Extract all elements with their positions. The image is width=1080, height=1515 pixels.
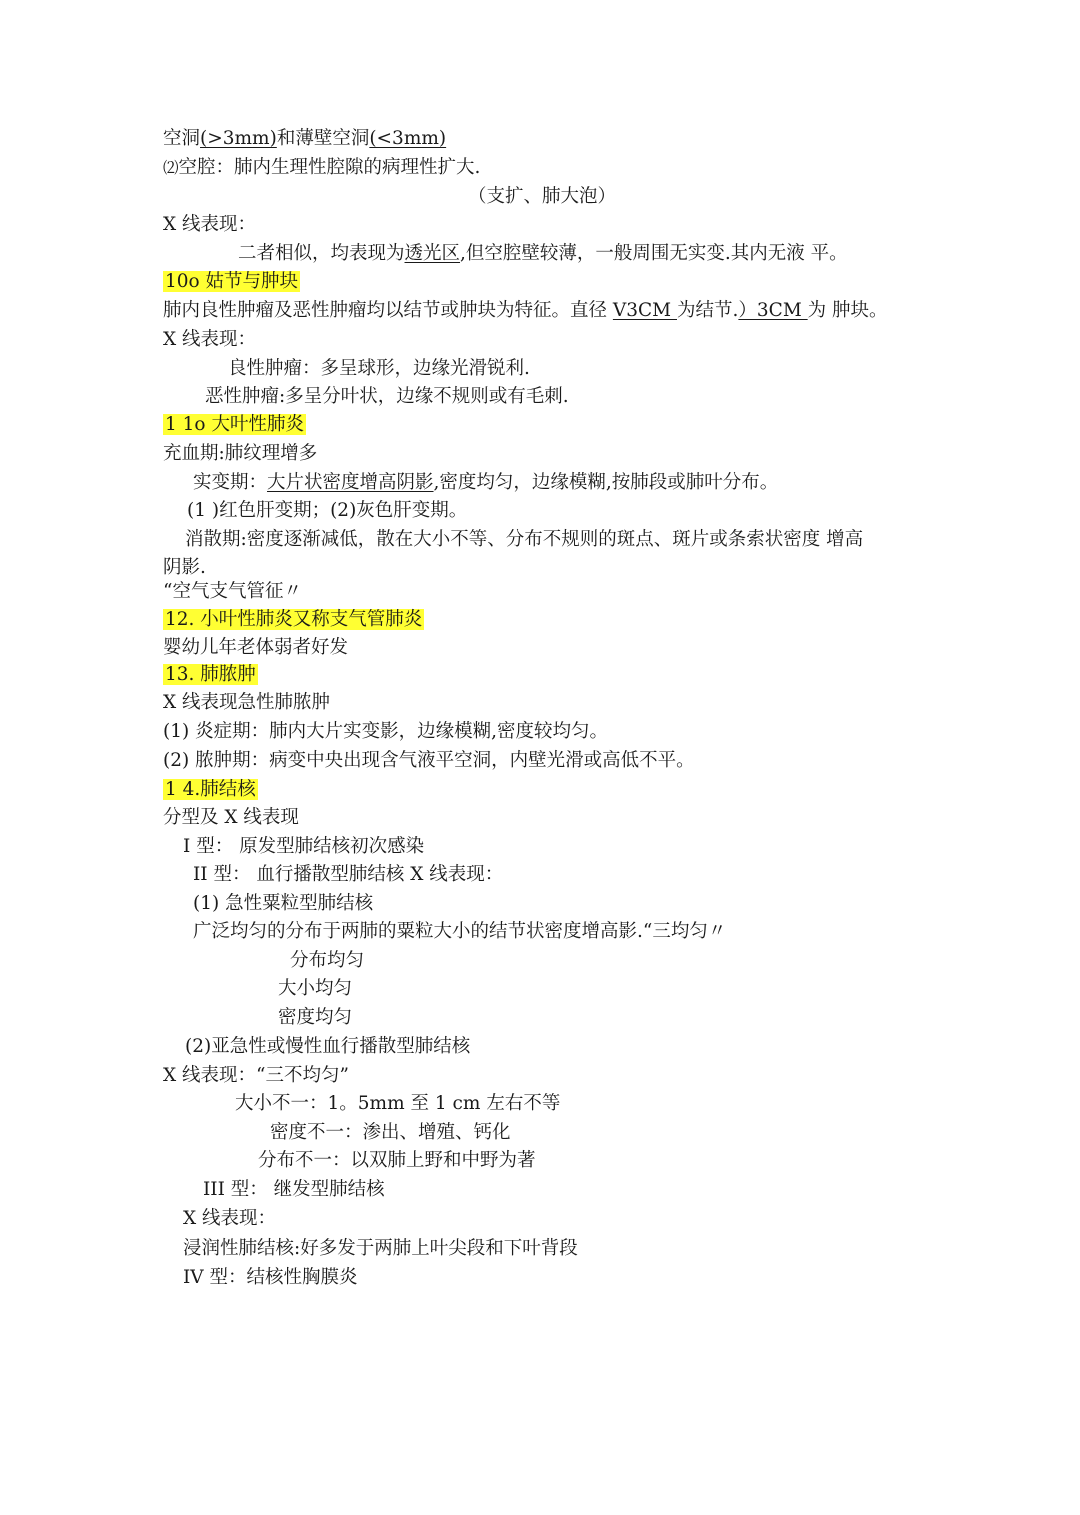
text-line: 大小不一：1。5mm 至 1 cm 左右不等 <box>235 1093 561 1114</box>
text-line: 恶性肿瘤:多呈分叶状，边缘不规则或有毛刺. <box>205 386 569 407</box>
circled-number: ⑵ <box>163 159 179 177</box>
text-line: (1) 急性粟粒型肺结核 <box>193 893 374 914</box>
text-line: (2) 脓肿期：病变中央出现含气液平空洞，内壁光滑或高低不平。 <box>163 750 695 771</box>
section-heading <box>163 412 306 438</box>
highlighted-heading: 13. 肺脓肿 <box>165 664 256 685</box>
text-line: 分布不一：以双肺上野和中野为著 <box>258 1150 536 1171</box>
text-line: “空气支气管征〃 <box>163 581 302 602</box>
text-line: 浸润性肺结核:好多发于两肺上叶尖段和下叶背段 <box>183 1238 578 1259</box>
text-line: X 线表现： <box>163 329 257 350</box>
section-heading <box>163 777 258 803</box>
text-span: 空腔：肺内生理性腔隙的病理性扩大. <box>178 157 481 178</box>
text-line: （支扩、肺大泡） <box>468 186 617 207</box>
text-line: I 型： 原发型肺结核初次感染 <box>183 836 425 857</box>
text-line: 大小均匀 <box>278 978 353 999</box>
text-line: 婴幼儿年老体弱者好发 <box>163 637 349 658</box>
highlighted-heading: 1 1o 大叶性肺炎 <box>165 414 304 435</box>
text-line: 密度不一：渗出、增殖、钙化 <box>270 1122 511 1143</box>
text-line: 密度均匀 <box>278 1007 353 1028</box>
text-line: X 线表现急性肺脓肿 <box>163 692 331 713</box>
text-line: (1) 炎症期：肺内大片实变影，边缘模糊,密度较均匀。 <box>163 721 608 742</box>
text-line: III 型： 继发型肺结核 <box>203 1179 385 1200</box>
text-span: 和薄壁空洞 <box>276 128 370 149</box>
section-heading <box>163 662 258 688</box>
text-line: II 型： 血行播散型肺结核 X 线表现： <box>193 864 504 885</box>
text-line <box>163 155 480 181</box>
text-line: 良性肿瘤：多呈球形，边缘光滑锐利. <box>228 358 530 379</box>
text-line: X 线表现： <box>163 214 257 235</box>
text-span: 为结节. <box>677 300 739 321</box>
underlined-text: (>3mm) <box>200 128 277 149</box>
text-line <box>238 241 848 267</box>
section-heading <box>163 269 300 295</box>
text-span: 空洞 <box>163 128 201 149</box>
text-line: 分型及 X 线表现 <box>163 807 299 828</box>
text-line: (1 )红色肝变期；(2)灰色肝变期。 <box>187 500 468 521</box>
text-line: 充血期:肺纹理增多 <box>163 443 318 464</box>
text-line: 消散期:密度逐渐减低，散在大小不等、分布不规则的斑点、斑片或条索状密度 增高 <box>185 529 864 550</box>
highlighted-heading: 10o 姑节与肿块 <box>165 271 299 292</box>
text-line: (2)亚急性或慢性血行播散型肺结核 <box>185 1036 471 1057</box>
text-line: 分布均匀 <box>290 950 365 971</box>
text-span: ,密度均匀，边缘模糊,按肺段或肺叶分布。 <box>433 472 779 493</box>
underlined-text: (<3mm) <box>369 128 447 149</box>
highlighted-heading: 1 4.肺结核 <box>165 779 256 800</box>
text-line: 广泛均匀的分布于两肺的粟粒大小的结节状密度增高影.“三均匀〃 <box>193 921 727 942</box>
text-line: 阴影. <box>163 557 206 578</box>
text-span: 为 肿块。 <box>807 300 888 321</box>
text-line: X 线表现：“三不均匀” <box>163 1065 349 1086</box>
text-span: ,但空腔壁较薄，一般周围无实变.其内无液 平。 <box>460 243 848 264</box>
text-line: X 线表现： <box>183 1208 277 1229</box>
underlined-text: 透光区 <box>404 243 461 264</box>
text-line <box>193 470 778 496</box>
text-line <box>163 126 446 152</box>
underlined-text: V3CM <box>612 300 677 321</box>
underlined-text: ）3CM <box>738 300 808 321</box>
section-heading <box>163 607 424 633</box>
text-span: 实变期： <box>193 472 268 493</box>
text-span: 二者相似，均表现为 <box>238 243 405 264</box>
text-line: IV 型：结核性胸膜炎 <box>183 1267 358 1288</box>
text-span: 肺内良性肿瘤及恶性肿瘤均以结节或肿块为特征。直径 <box>163 300 613 321</box>
underlined-text: 大片状密度增高阴影 <box>267 472 434 493</box>
text-line <box>163 298 888 324</box>
highlighted-heading: 12. 小叶性肺炎又称支气管肺炎 <box>165 609 423 630</box>
